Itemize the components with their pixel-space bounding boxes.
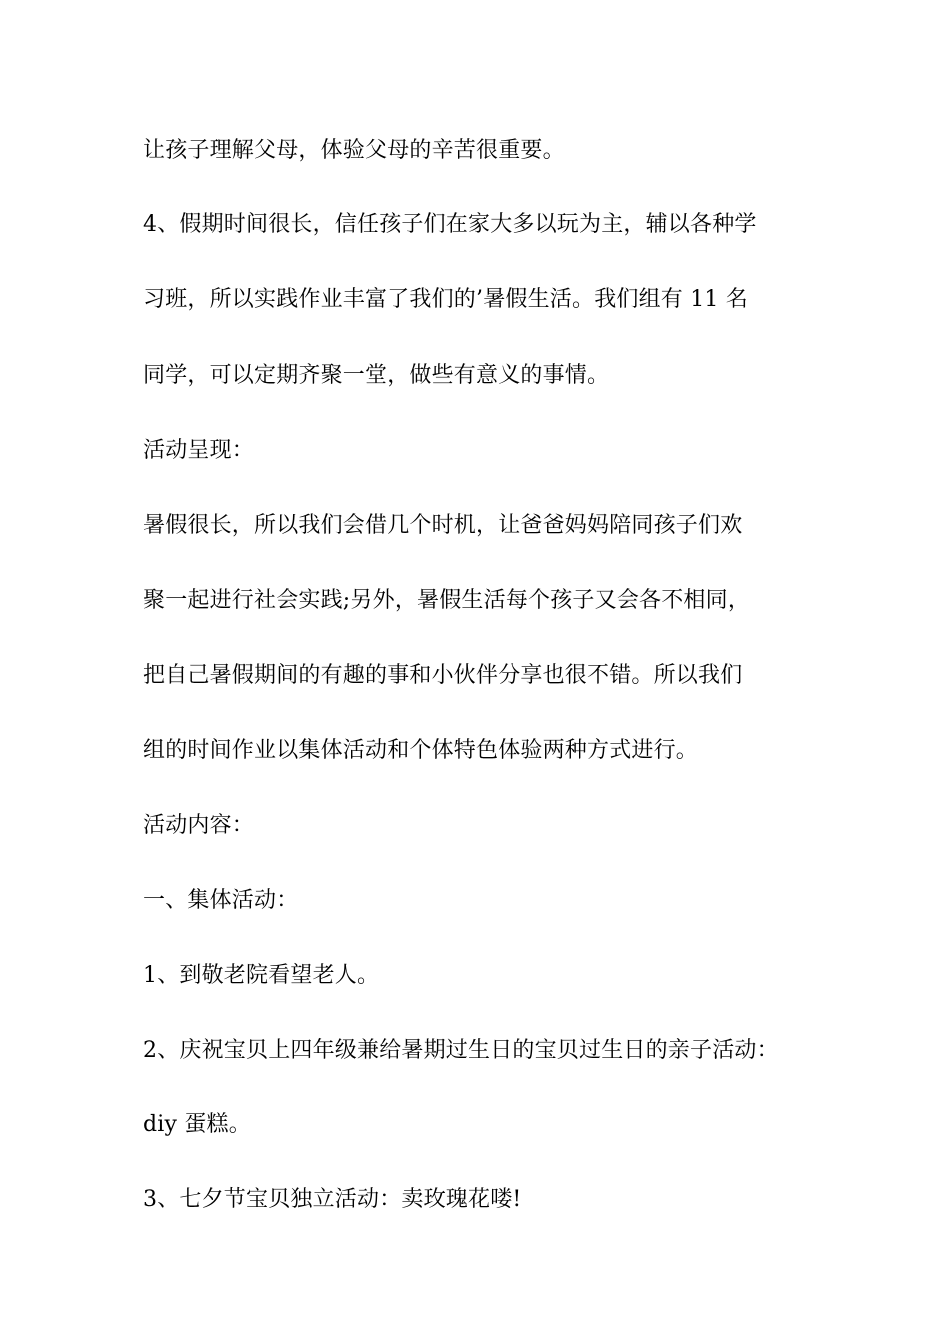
text-line: 把自己暑假期间的有趣的事和小伙伴分享也很不错。所以我们 [143,663,743,688]
text-line: 让孩子理解父母，体验父母的辛苦很重要。 [143,138,565,163]
section-heading: 活动内容： [143,813,255,838]
text-line: 习班，所以实践作业丰富了我们的’暑假生活。我们组有 11 名 [143,287,748,312]
text-line: 暑假很长，所以我们会借几个时机，让爸爸妈妈陪同孩子们欢 [143,513,743,538]
list-item: 2、庆祝宝贝上四年级兼给暑期过生日的宝贝过生日的亲子活动： [143,1038,779,1063]
text-line: 同学，可以定期齐聚一堂，做些有意义的事情。 [143,363,610,388]
text-line: 4、假期时间很长，信任孩子们在家大多以玩为主，辅以各种学 [143,212,757,237]
list-item-continuation: diy 蛋糕。 [143,1112,251,1137]
text-line: 聚一起进行社会实践;另外，暑假生活每个孩子又会各不相同， [143,588,751,613]
section-heading: 活动呈现： [143,438,255,463]
list-heading: 一、集体活动： [143,888,299,913]
text-line: 组的时间作业以集体活动和个体特色体验两种方式进行。 [143,738,699,763]
list-item: 3、七夕节宝贝独立活动：卖玫瑰花喽! [143,1187,522,1212]
list-item: 1、到敬老院看望老人。 [143,963,380,988]
